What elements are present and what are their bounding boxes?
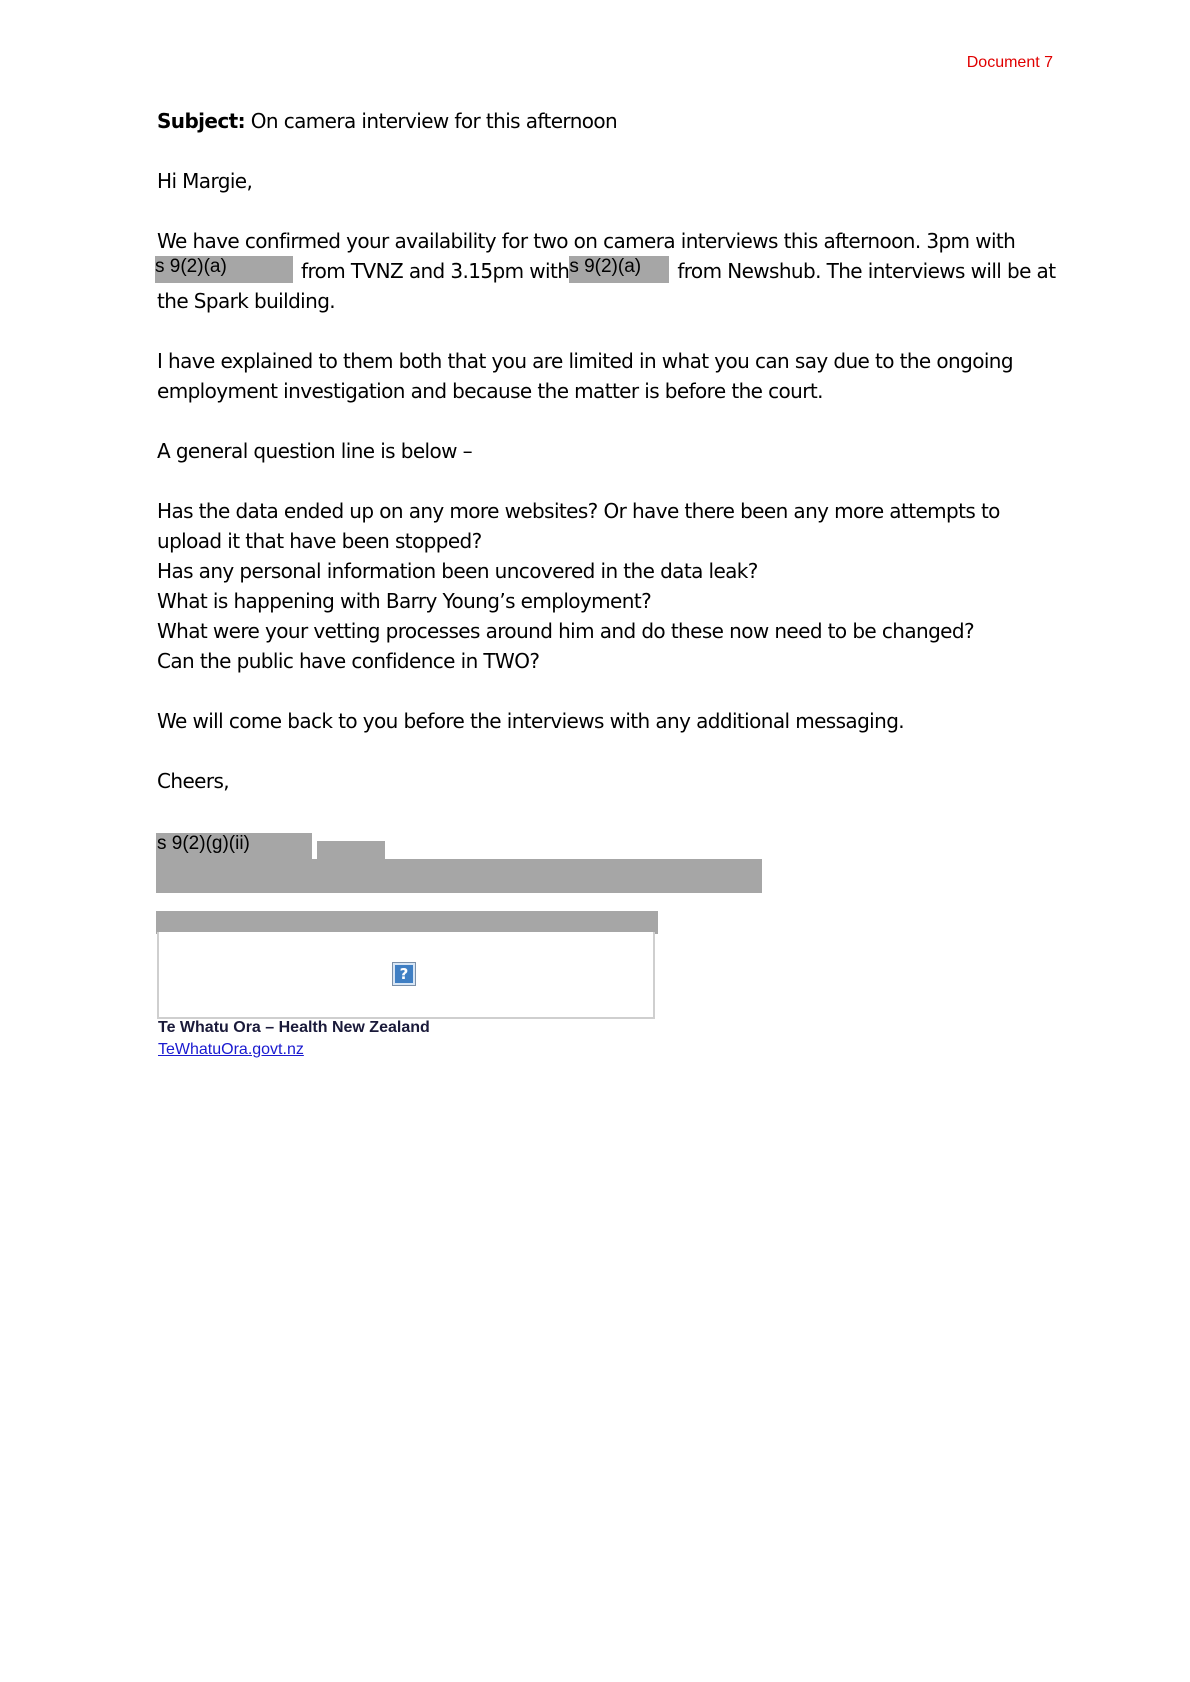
question-item: What is happening with Barry Young’s employment? [157, 589, 652, 613]
availability-text-c: from Newshub. The interviews will be at the Spark building. [157, 259, 1056, 313]
question-item: Has the data ended up on any more websites? Or have there been any more attempts to upload it that have been stopped? [157, 499, 1000, 553]
banner-redaction [156, 911, 658, 934]
question-item: Can the public have confidence in TWO? [157, 649, 540, 673]
organization-website-link[interactable]: TeWhatuOra.govt.nz [158, 1041, 304, 1058]
redaction-code: s 9(2)(g)(ii) [157, 833, 250, 854]
redaction-block: s 9(2)(a) [155, 256, 293, 283]
subject-line [157, 106, 1057, 136]
paragraph-limitations: I have explained to them both that you are limited in what you can say due to the ongoing employment investigation and because the matter is before the court. [157, 349, 1013, 403]
subject-text: On camera interview for this afternoon [250, 109, 618, 133]
paragraph-followup: We will come back to you before the interviews with any additional messaging. [157, 709, 905, 733]
question-item: Has any personal information been uncovered in the data leak? [157, 559, 758, 583]
document-number-label: Document 7 [966, 54, 1053, 71]
broken-image-icon: ? [392, 962, 416, 986]
greeting: Hi Margie, [157, 169, 253, 193]
redaction-block: s 9(2)(a) [569, 256, 669, 283]
redaction-block [156, 859, 762, 893]
organization-name: Te Whatu Ora – Health New Zealand [158, 1019, 430, 1036]
signature-image-frame [157, 932, 655, 1019]
subject-label: Subject: [157, 109, 245, 133]
question-list [157, 496, 1057, 676]
redaction-block [317, 841, 385, 861]
availability-text-b: from TVNZ and 3.15pm with [301, 259, 570, 283]
paragraph-question-intro: A general question line is below – [157, 439, 473, 463]
paragraph-availability [157, 226, 1057, 316]
question-item: What were your vetting processes around him and do these now need to be changed? [157, 619, 974, 643]
signoff: Cheers, [157, 769, 230, 793]
availability-text-a: We have confirmed your availability for two on camera interviews this afternoon. 3pm with [157, 229, 1016, 253]
signature-redaction [156, 833, 762, 893]
email-body [157, 106, 1057, 826]
